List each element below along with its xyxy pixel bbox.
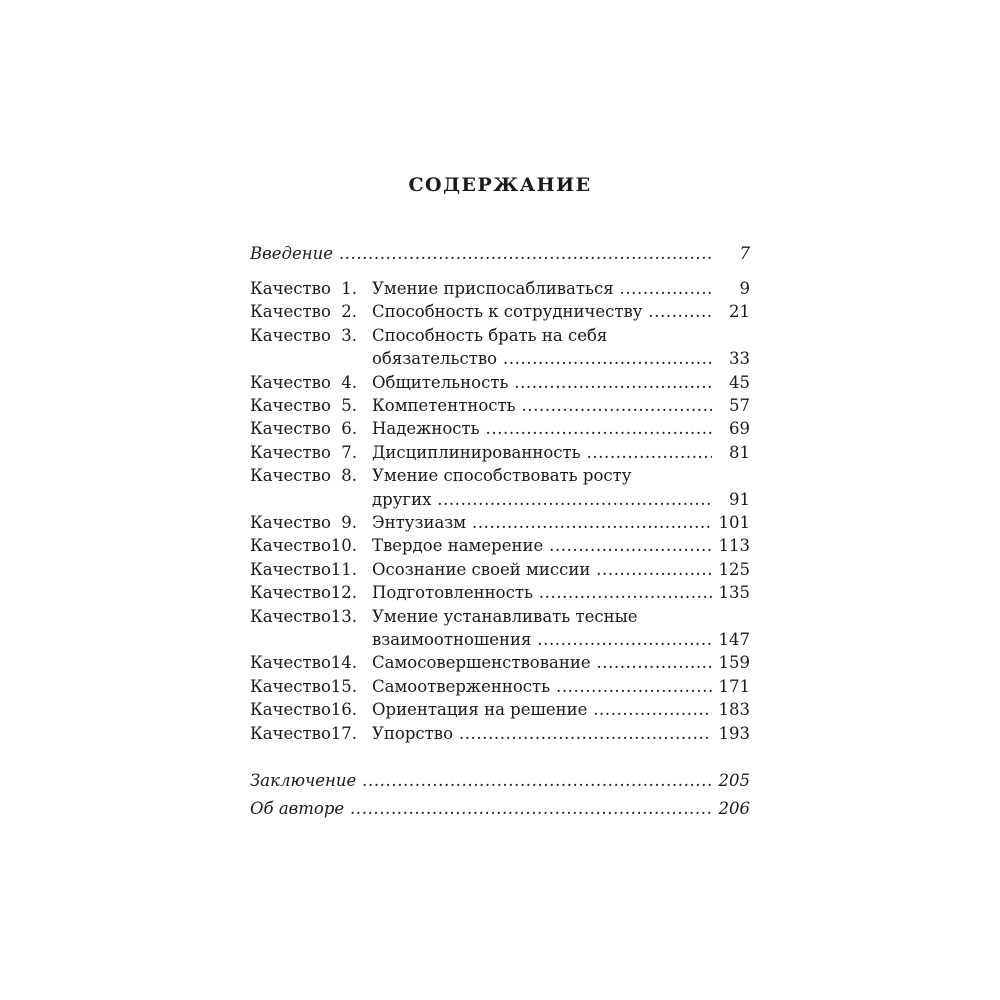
toc-row bbox=[250, 371, 750, 394]
toc-entry-title: обязательство ..... bbox=[372, 347, 712, 370]
toc-entry-title: Способность брать на себя bbox=[372, 325, 608, 345]
toc-row bbox=[250, 511, 750, 534]
toc-row bbox=[250, 464, 750, 487]
toc-entry-page: 91 bbox=[729, 489, 750, 509]
toc-entry-page: 57 bbox=[729, 396, 750, 415]
toc-entry-label: Качество bbox=[250, 653, 331, 673]
toc-outro-label: Заключение ..... bbox=[250, 769, 712, 792]
toc-outro-page: 205 bbox=[718, 771, 750, 790]
toc-outro-page: 206 bbox=[718, 799, 750, 818]
toc-entry-page: 45 bbox=[729, 372, 750, 392]
toc-entry-title: Умение способствовать росту bbox=[372, 466, 632, 486]
toc-entry-label: Качество bbox=[250, 372, 331, 392]
toc-entry-label: Качество bbox=[250, 513, 331, 532]
toc-entry-title: Самосовершенствование ..... bbox=[372, 651, 712, 674]
toc-entry-page: 159 bbox=[718, 653, 750, 673]
toc-entry-number: 8. bbox=[341, 466, 357, 486]
toc-entry-label: Качество bbox=[250, 279, 331, 298]
toc-entry-number: 4. bbox=[341, 372, 357, 392]
toc-entry-page: 171 bbox=[718, 676, 750, 696]
toc-entry-page: 147 bbox=[718, 630, 750, 649]
toc-row bbox=[250, 722, 750, 745]
toc-entry-label: Качество bbox=[250, 606, 331, 626]
toc-entry-number: 14. bbox=[330, 653, 357, 673]
toc-entry-label: Качество bbox=[250, 723, 331, 743]
toc-entry-page: 33 bbox=[729, 349, 750, 369]
toc-entry-title: Энтузиазм ..... bbox=[372, 511, 712, 534]
toc-entry-page: 193 bbox=[718, 723, 750, 743]
toc-entry-label: Качество bbox=[250, 536, 331, 556]
toc-entry-number: 13. bbox=[330, 606, 357, 626]
toc-entry-title: Дисциплинированность ..... bbox=[372, 441, 712, 464]
toc-entry-number: 12. bbox=[330, 583, 357, 603]
page-title: СОДЕРЖАНИЕ bbox=[408, 174, 592, 196]
toc-entry-label: Качество bbox=[250, 419, 331, 439]
toc-row bbox=[250, 488, 750, 511]
toc-entry-number: 16. bbox=[330, 700, 357, 720]
toc-entry-number: 7. bbox=[341, 442, 357, 462]
toc-outro-row bbox=[250, 797, 750, 820]
toc-entry-number: 10. bbox=[330, 536, 357, 556]
toc-row bbox=[250, 417, 750, 440]
toc-intro-label: Введение ..... bbox=[250, 242, 712, 265]
toc-outro-label: Об авторе ..... bbox=[250, 797, 712, 820]
toc-entry-page: 9 bbox=[739, 279, 750, 298]
toc-entry-label: Качество bbox=[250, 466, 331, 486]
toc-entry-page: 101 bbox=[718, 513, 750, 532]
toc-entry-label: Качество bbox=[250, 583, 331, 603]
toc-row bbox=[250, 394, 750, 417]
toc-row bbox=[250, 675, 750, 698]
toc-entry-label: Качество bbox=[250, 700, 331, 720]
toc-entry-title: Самоотверженность ..... bbox=[372, 675, 712, 698]
toc-entry-page: 183 bbox=[718, 700, 750, 720]
toc-row bbox=[250, 581, 750, 604]
toc-row bbox=[250, 534, 750, 557]
toc-entry-number: 6. bbox=[341, 419, 357, 439]
toc-entry-title: Твердое намерение ..... bbox=[372, 534, 712, 557]
toc-row bbox=[250, 651, 750, 674]
toc-entry-number: 5. bbox=[341, 396, 357, 415]
toc-intro-row bbox=[250, 242, 750, 265]
toc-entry-title: Компетентность ..... bbox=[372, 394, 712, 417]
toc-entry-label: Качество bbox=[250, 325, 331, 345]
toc-entry-number: 17. bbox=[330, 723, 357, 743]
toc-entry-title: Умение устанавливать тесные bbox=[372, 606, 638, 626]
toc-entry-label: Качество bbox=[250, 559, 331, 579]
toc-entry-title: Надежность ..... bbox=[372, 417, 712, 440]
toc-entry-number: 9. bbox=[341, 513, 357, 532]
toc-entry-page: 125 bbox=[718, 559, 750, 579]
toc-entry-label: Качество bbox=[250, 396, 331, 415]
toc-entry-page: 135 bbox=[718, 583, 750, 603]
toc-row bbox=[250, 324, 750, 347]
toc-entry-number: 3. bbox=[341, 325, 357, 345]
toc-entry-title: Общительность ..... bbox=[372, 371, 712, 394]
toc-entry-number: 15. bbox=[330, 676, 357, 696]
toc-intro-page: 7 bbox=[739, 244, 750, 263]
toc-entry-page: 81 bbox=[729, 442, 750, 462]
toc-entry-label: Качество bbox=[250, 442, 331, 462]
toc-row bbox=[250, 277, 750, 300]
toc-row bbox=[250, 628, 750, 651]
toc-entry-label: Качество bbox=[250, 676, 331, 696]
toc-entry-number: 11. bbox=[330, 559, 357, 579]
toc-entry-title: Умение приспосабливаться ..... bbox=[372, 277, 712, 300]
toc-entry-title: других ..... bbox=[372, 488, 712, 511]
toc-entry-number: 2. bbox=[341, 302, 357, 322]
toc-entry-title: Ориентация на решение ..... bbox=[372, 698, 712, 721]
toc-row bbox=[250, 441, 750, 464]
toc-entry-label: Качество bbox=[250, 302, 331, 322]
toc-entry-title: Осознание своей миссии ..... bbox=[372, 558, 712, 581]
toc-row bbox=[250, 698, 750, 721]
toc-entry-title: Упорство ..... bbox=[372, 722, 712, 745]
toc-row bbox=[250, 605, 750, 628]
toc-entry-page: 69 bbox=[729, 419, 750, 439]
toc-entry-title: Подготовленность ..... bbox=[372, 581, 712, 604]
toc-row bbox=[250, 558, 750, 581]
toc-outro-row bbox=[250, 769, 750, 792]
toc-entry-page: 21 bbox=[729, 302, 750, 322]
toc-row bbox=[250, 347, 750, 370]
toc-entry-number: 1. bbox=[341, 279, 357, 298]
toc-entry-title: Способность к сотрудничеству ..... bbox=[372, 300, 712, 323]
toc-entry-page: 113 bbox=[718, 536, 750, 556]
toc-entry-title: взаимоотношения ..... bbox=[372, 628, 712, 651]
toc-row bbox=[250, 300, 750, 323]
